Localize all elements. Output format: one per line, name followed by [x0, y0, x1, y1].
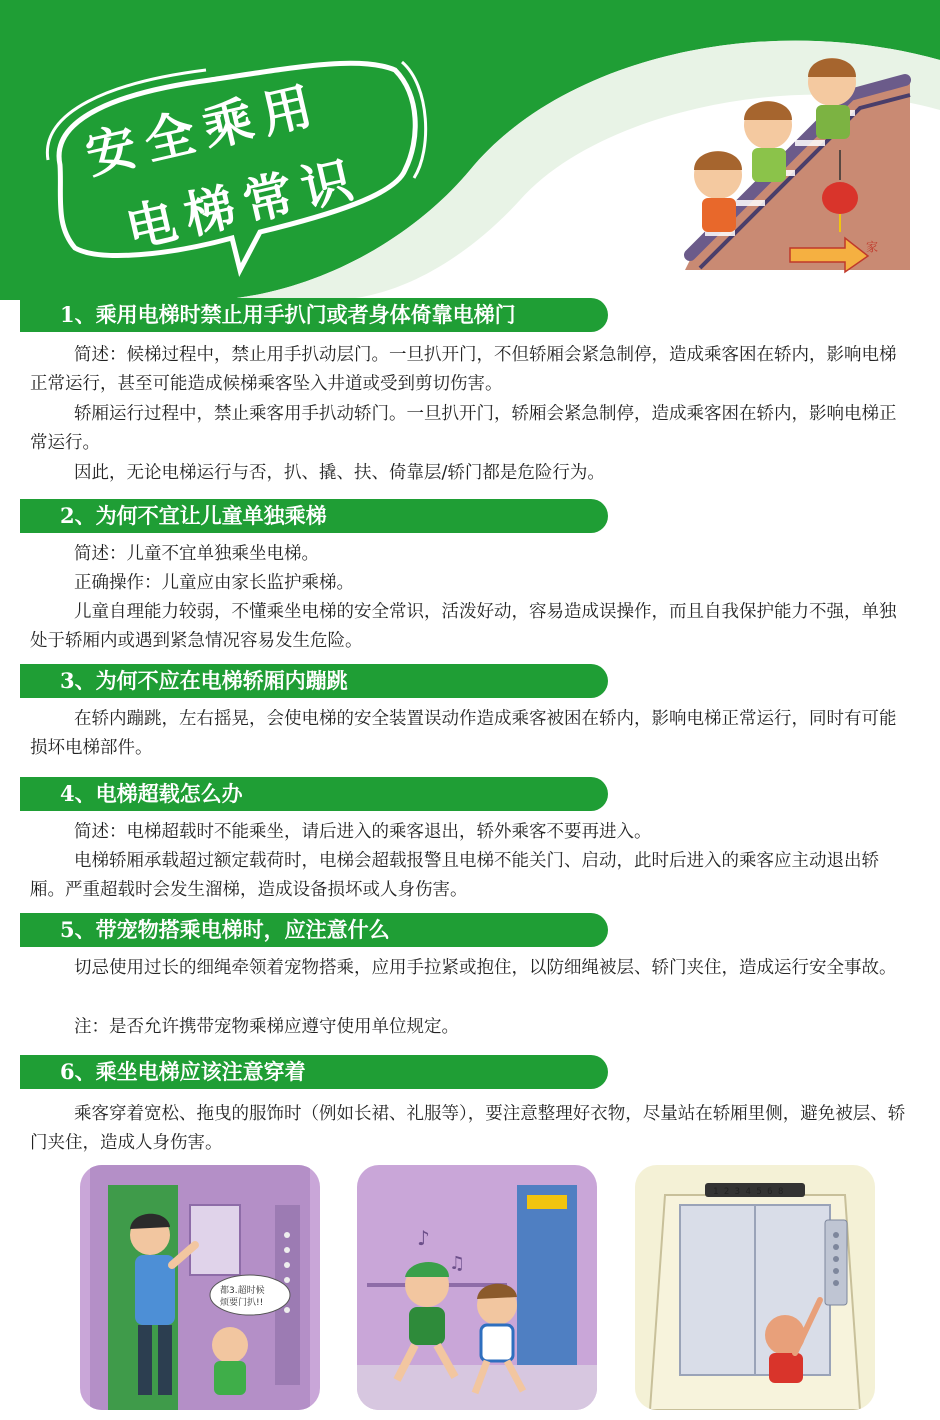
section-1-paragraph-1: 简述：候梯过程中，禁止用手扒动层门。一旦扒开门，不但轿厢会紧急制停，造成乘客困在轿内，影响电梯正常运行，甚至可能造成候梯乘客坠入井道或受到剪切伤害。 [30, 345, 897, 394]
section-2-paragraph-2: 正确操作：儿童应由家长监护乘梯。 [74, 573, 354, 593]
section-2-paragraph-1: 简述：儿童不宜单独乘坐电梯。 [74, 544, 319, 564]
section-4-heading: 4、电梯超载怎么办 [20, 777, 608, 811]
floor-display: 1 2 3 4 5 6 8 [713, 1187, 784, 1197]
illustration-child-in-car [635, 1165, 875, 1410]
svg-text:♪: ♪ [417, 1226, 430, 1250]
arrow-home-label: 家 [866, 240, 879, 254]
section-3-heading: 3、为何不应在电梯轿厢内蹦跳 [20, 664, 608, 698]
poster-title-line-1: 安全乘用 [80, 74, 328, 186]
section-5-heading: 5、带宠物搭乘电梯时，应注意什么 [20, 913, 608, 947]
section-1-heading: 1、乘用电梯时禁止用手扒门或者身体倚靠电梯门 [20, 298, 608, 332]
section-3-paragraph-1: 在轿内蹦跳，左右摇晃，会使电梯的安全装置误动作造成乘客被困在轿内，影响电梯正常运行，同时有可能损坏电梯部件。 [30, 709, 897, 758]
section-4-paragraph-1: 简述：电梯超载时不能乘坐，请后进入的乘客退出，轿外乘客不要再进入。 [74, 822, 652, 842]
speech-bubble-line-2: 烦要门扒!! [220, 1298, 264, 1308]
illustration-jumping-kids [357, 1165, 597, 1410]
section-4-paragraph-2: 电梯轿厢承载超过额定载荷时，电梯会超载报警且电梯不能关门、启动，此时后进入的乘客应主动退出轿厢。严重超载时会发生溜梯，造成设备损坏或人身伤害。 [30, 851, 879, 900]
section-1-paragraph-2: 轿厢运行过程中，禁止乘客用手扒动轿门。一旦扒开门，轿厢会紧急制停，造成乘客困在轿内，影响电梯正常运行。 [30, 404, 897, 453]
section-2-heading: 2、为何不宜让儿童单独乘梯 [20, 499, 608, 533]
svg-text:♫: ♫ [449, 1253, 466, 1274]
poster-title-line-2: 电梯常识 [120, 148, 368, 260]
speech-bubble-line-1: 都3.超时候 [220, 1286, 265, 1296]
poster-header [0, 0, 940, 300]
section-5-paragraph-2: 注：是否允许携带宠物乘梯应遵守使用单位规定。 [74, 1017, 459, 1037]
section-6-paragraph-1: 乘客穿着宽松、拖曳的服饰时（例如长裙、礼服等），要注意整理好衣物，尽量站在轿厢里侧，避免被层、轿门夹住，造成人身伤害。 [30, 1104, 906, 1153]
section-6-heading: 6、乘坐电梯应该注意穿着 [20, 1055, 608, 1089]
section-5-paragraph-1: 切忌使用过长的细绳牵领着宠物搭乘，应用手拉紧或抱住，以防细绳被层、轿门夹住，造成运行安全事故。 [74, 958, 897, 978]
illustration-door-prying [80, 1165, 320, 1410]
section-2-paragraph-3: 儿童自理能力较弱，不懂乘坐电梯的安全常识，活泼好动，容易造成误操作，而且自我保护能力不强，单独处于轿厢内或遇到紧急情况容易发生危险。 [30, 602, 897, 651]
section-1-paragraph-3: 因此，无论电梯运行与否，扒、撬、扶、倚靠层/轿门都是危险行为。 [74, 463, 605, 483]
